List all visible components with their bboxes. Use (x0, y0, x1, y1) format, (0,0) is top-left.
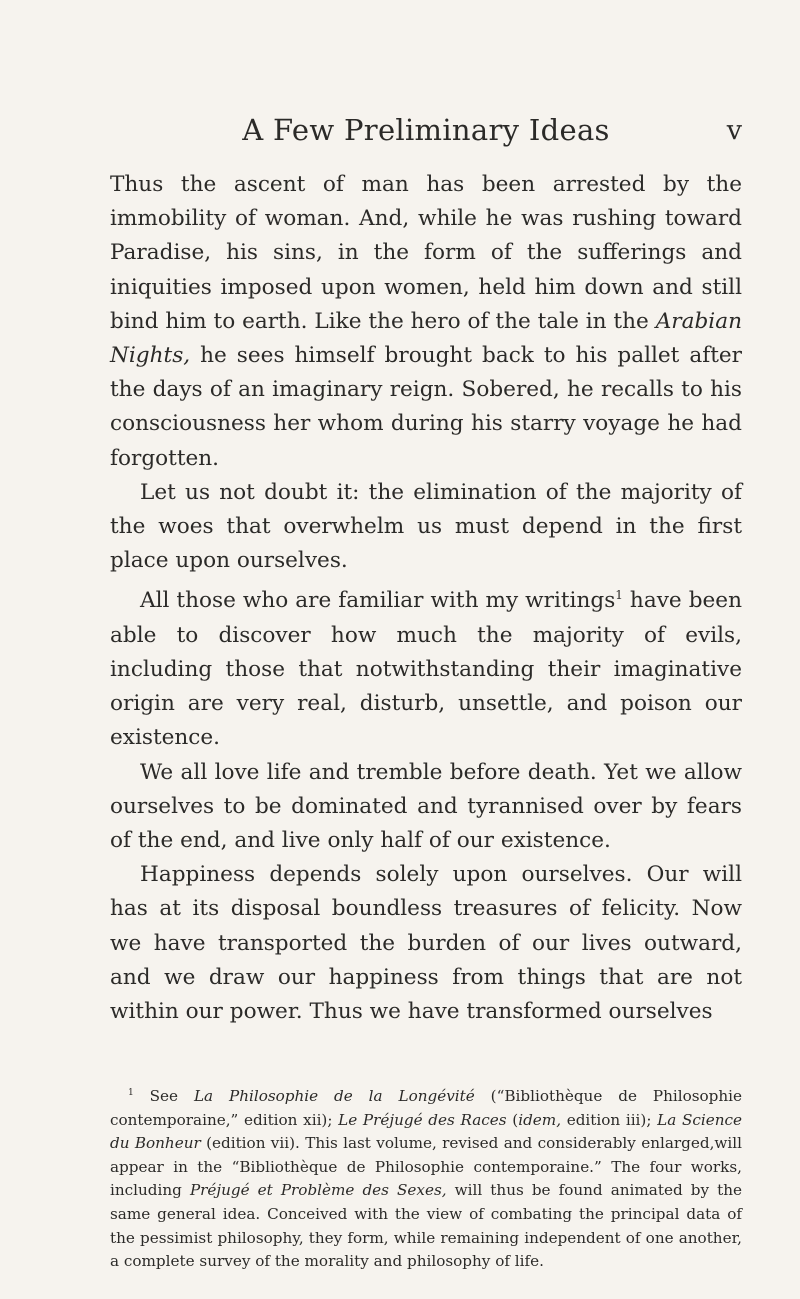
paragraph-5: Happiness depends solely upon ourselves. Our will has at its disposal boundless treasures of felicity. Now we have transported the burden of our lives outward, and we draw our happiness from things that are not within our power. Thus we have transformed ourselves (110, 862, 742, 1025)
idem-note: idem, (518, 1110, 562, 1129)
paragraph-1-text: Thus the ascent of man has been arrested by the immobility of woman. And, while he was rushing toward Paradise, his sins, in the form of the sufferings and iniquities imposed upon women, held him down and still bind him to earth. Like the hero of the tale in the (110, 172, 742, 334)
footnote-marker: 1 (128, 1088, 134, 1098)
footnote: $^1$ See La Philosophie de la Longévité (“Bibliothèque de Philosophie contemporaine,” edition xii); Le Préjugé des Races (idem, edition iii); La Science du Bonheur (edition vii). This last volume, revised and considerably enlarged,will appear in the “Bibliothèque de Philosophie contemporaine.” The four works, including Préjugé et Problème des Sexes, will thus be found animated by the same general idea. Conceived with the view of combating the principal data of the pessimist philosophy, they form, while remaining independent of one another, a complete survey of the morality and philosophy of life. (110, 1087, 743, 1271)
running-header (110, 113, 742, 153)
paragraph-3-rest: have been able to discover how much the majority of evils, including those that notwithstanding their imaginative origin are very real, disturb, unsettle, and poison our existence. (110, 588, 742, 751)
page-number: v (726, 115, 742, 146)
book-title: Préjugé et Problème des Sexes, (189, 1181, 447, 1200)
book-title: La Science du Bonheur (110, 1110, 742, 1153)
body-text (110, 168, 742, 1029)
book-title: Le Préjugé des Races (338, 1110, 507, 1129)
paragraph-1-rest: he sees himself brought back to his pallet after the days of an imaginary reign. Sobered, he recalls to his consciousness her whom during his starry voyage he had forgotten. (110, 343, 742, 471)
paragraph-4: We all love life and tremble before death. Yet we allow ourselves to be dominated and tyrannised over by fears of the end, and live only half of our existence. (110, 759, 742, 854)
arabian-nights-title: Arabian Nights, (110, 308, 742, 369)
paragraph-1 (110, 168, 742, 476)
paragraph-2: Let us not doubt it: the elimination of the majority of the woes that overwhelm us must depend in the first place upon ourselves. (110, 479, 742, 574)
paragraph-3-text: All those who are familiar with my writings (140, 588, 616, 614)
book-title: La Philosophie de la Longévité (193, 1087, 475, 1105)
paragraph-3 (110, 578, 742, 755)
footnote-reference: 1 (615, 588, 623, 603)
running-title: A Few Preliminary Ideas (242, 113, 610, 147)
